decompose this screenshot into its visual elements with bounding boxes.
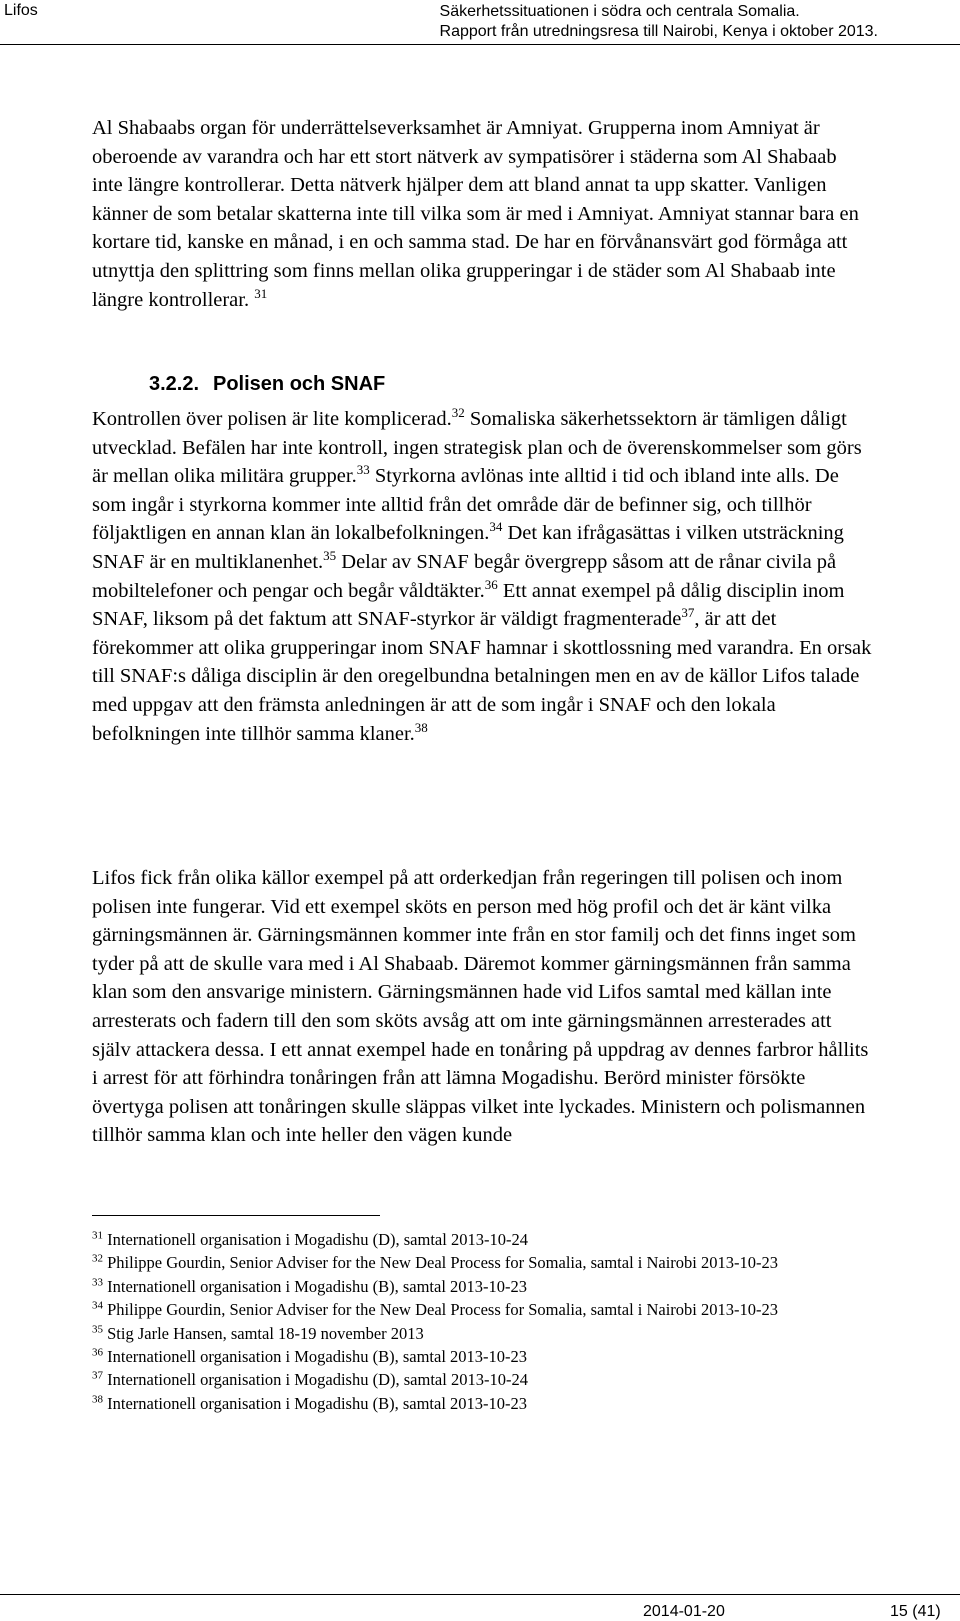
section-number: 3.2.2.: [149, 373, 200, 395]
footnote-text: Stig Jarle Hansen, samtal 18-19 november 2013: [103, 1323, 424, 1343]
footnote-number: 37: [92, 1369, 103, 1382]
footnote-ref: 34: [489, 519, 503, 535]
paragraph-text: Delar av SNAF begår övergrepp såsom att de rånar civila på mobiltelefoner och pengar och begår våldtäkter.: [92, 550, 837, 602]
paragraph-text: Kontrollen över polisen är lite komplicerad.: [92, 408, 452, 430]
footnote-number: 32: [92, 1252, 103, 1265]
footnote-ref: 36: [484, 576, 498, 592]
paragraph-orderkedjan: [92, 864, 872, 1150]
footnote-text: Philippe Gourdin, Senior Adviser for the New Deal Process for Somalia, samtal i Nairobi 2013-10-23: [103, 1253, 779, 1273]
paragraph-text: Somaliska säkerhetssektorn är tämligen dåligt utvecklad. Befälen har inte kontroll, ingen strategisk plan och de överenskommelser som görs är mellan olika militära grupper.: [92, 408, 862, 488]
footnote-text: Internationell organisation i Mogadishu (B), samtal 2013-10-23: [103, 1276, 528, 1296]
footnote-ref: 33: [356, 462, 370, 478]
footnote-item: [92, 1345, 872, 1368]
paragraph-amniyat: [92, 114, 872, 314]
footnote-number: 38: [92, 1393, 103, 1406]
header-title-line1: Säkerhetssituationen i södra och centrala Somalia.: [439, 3, 800, 20]
page-header: [0, 0, 960, 45]
footnote-item: [92, 1322, 872, 1345]
page-number: 15 (41): [890, 1603, 941, 1620]
footer-date: 2014-01-20: [643, 1603, 725, 1620]
footnote-text: Internationell organisation i Mogadishu (B), samtal 2013-10-23: [103, 1347, 528, 1367]
paragraph-text: Styrkorna avlönas inte alltid i tid och ibland inte alls. De som ingår i styrkorna kommer inte alltid från det område där de befinner sig, och tillhör följaktligen en annan klan än lokalbefolkningen.: [92, 465, 839, 545]
footnote-text: Internationell organisation i Mogadishu (D), samtal 2013-10-24: [103, 1230, 528, 1249]
footnote-ref: 37: [681, 605, 695, 621]
footnote-text: Internationell organisation i Mogadishu (D), samtal 2013-10-24: [103, 1370, 528, 1390]
footnote-number: 35: [92, 1323, 103, 1336]
footnote-text: Philippe Gourdin, Senior Adviser for the New Deal Process for Somalia, samtal i Nairobi 2013-10-23: [103, 1300, 779, 1320]
footnote-ref: 38: [414, 719, 428, 735]
footnote-item: [92, 1368, 872, 1391]
paragraph-text: Ett annat exempel på dålig disciplin inom SNAF, liksom på det faktum att SNAF-styrkor är väldigt fragmenterade: [92, 579, 845, 631]
footnote-list: [92, 1228, 872, 1415]
header-title-line2: Rapport från utredningsresa till Nairobi, Kenya i oktober 2013.: [439, 23, 878, 40]
footnote-ref: 35: [323, 548, 337, 564]
footnote-number: 31: [92, 1229, 103, 1242]
footnote-number: 33: [92, 1276, 103, 1289]
footnote-item: [92, 1228, 872, 1251]
footnote-item: [92, 1392, 872, 1415]
header-org: Lifos: [4, 2, 38, 19]
footnote-number: 34: [92, 1299, 103, 1312]
footnote-divider: [92, 1215, 380, 1216]
footnote-item: [92, 1251, 872, 1274]
header-title: [440, 2, 878, 42]
footnote-item: [92, 1298, 872, 1321]
paragraph-text: Lifos fick från olika källor exempel på att orderkedjan från regeringen till polisen och inom polisen inte fungerar. Vid ett exempel sköts en person med hög profil och det är känt vilka gärningsmännen är. Gärningsmännen kommer inte från en stor familj och det finns inget som tyder på att de skulle vara med i Al Shabaab. Däremot kommer gärningsmännen från samma klan som den ansvarige ministern. Gärningsmännen hade vid Lifos samtal med källan inte arresterats och fadern till den som sköts avsåg att om inte gärningsmännen arresterades att själv attackera dessa. I ett annat exempel hade en tonåring på uppdrag av dennes farbror hållits i arrest för att förhindra tonåringen från att lämna Mogadishu. Berörd minister försökte övertyga polisen att tonåringen skulle släppas vilket inte lyckades. Ministern och polismannen tillhör samma klan och inte heller den vägen kunde: [92, 867, 869, 1147]
footnote-number: 36: [92, 1346, 103, 1359]
footnote-text: Internationell organisation i Mogadishu (B), samtal 2013-10-23: [103, 1393, 528, 1413]
paragraph-polisen: [92, 405, 872, 748]
section-title: Polisen och SNAF: [213, 373, 386, 395]
section-heading: [149, 373, 385, 396]
footnote-item: [92, 1275, 872, 1298]
footnote-ref: 31: [254, 285, 268, 301]
footnote-ref: 32: [451, 405, 465, 421]
page-footer: [0, 1594, 960, 1620]
paragraph-text: Det kan ifrågasättas i vilken utsträckning SNAF är en multiklanenhet.: [92, 522, 844, 573]
paragraph-text: , är att det förekommer att olika grupperingar inom SNAF hamnar i skottlossning med varandra. En orsak till SNAF:s dåliga disciplin är den oregelbundna betalningen men en av de källor Lifos talade med uppgav att den främsta anledningen är att de som ingår i SNAF och den lokala befolkningen inte tillhör samma klaner.: [92, 608, 872, 745]
paragraph-text: Al Shabaabs organ för underrättelseverksamhet är Amniyat. Grupperna inom Amniyat är oberoende av varandra och har ett stort nätverk av sympatisörer i städerna som Al Shabaab inte längre kontrollerar. Detta nätverk hjälper dem att bland annat ta upp skatter. Vanligen känner de som betalar skatterna inte till vilka som är med i Amniyat. Amniyat stannar bara en kortare tid, kanske en månad, i en och samma stad. De har en förvånansvärt god förmåga att utnyttja den splittring som finns mellan olika grupperingar i de städer som Al Shabaab inte längre kontrollerar.: [92, 117, 859, 311]
